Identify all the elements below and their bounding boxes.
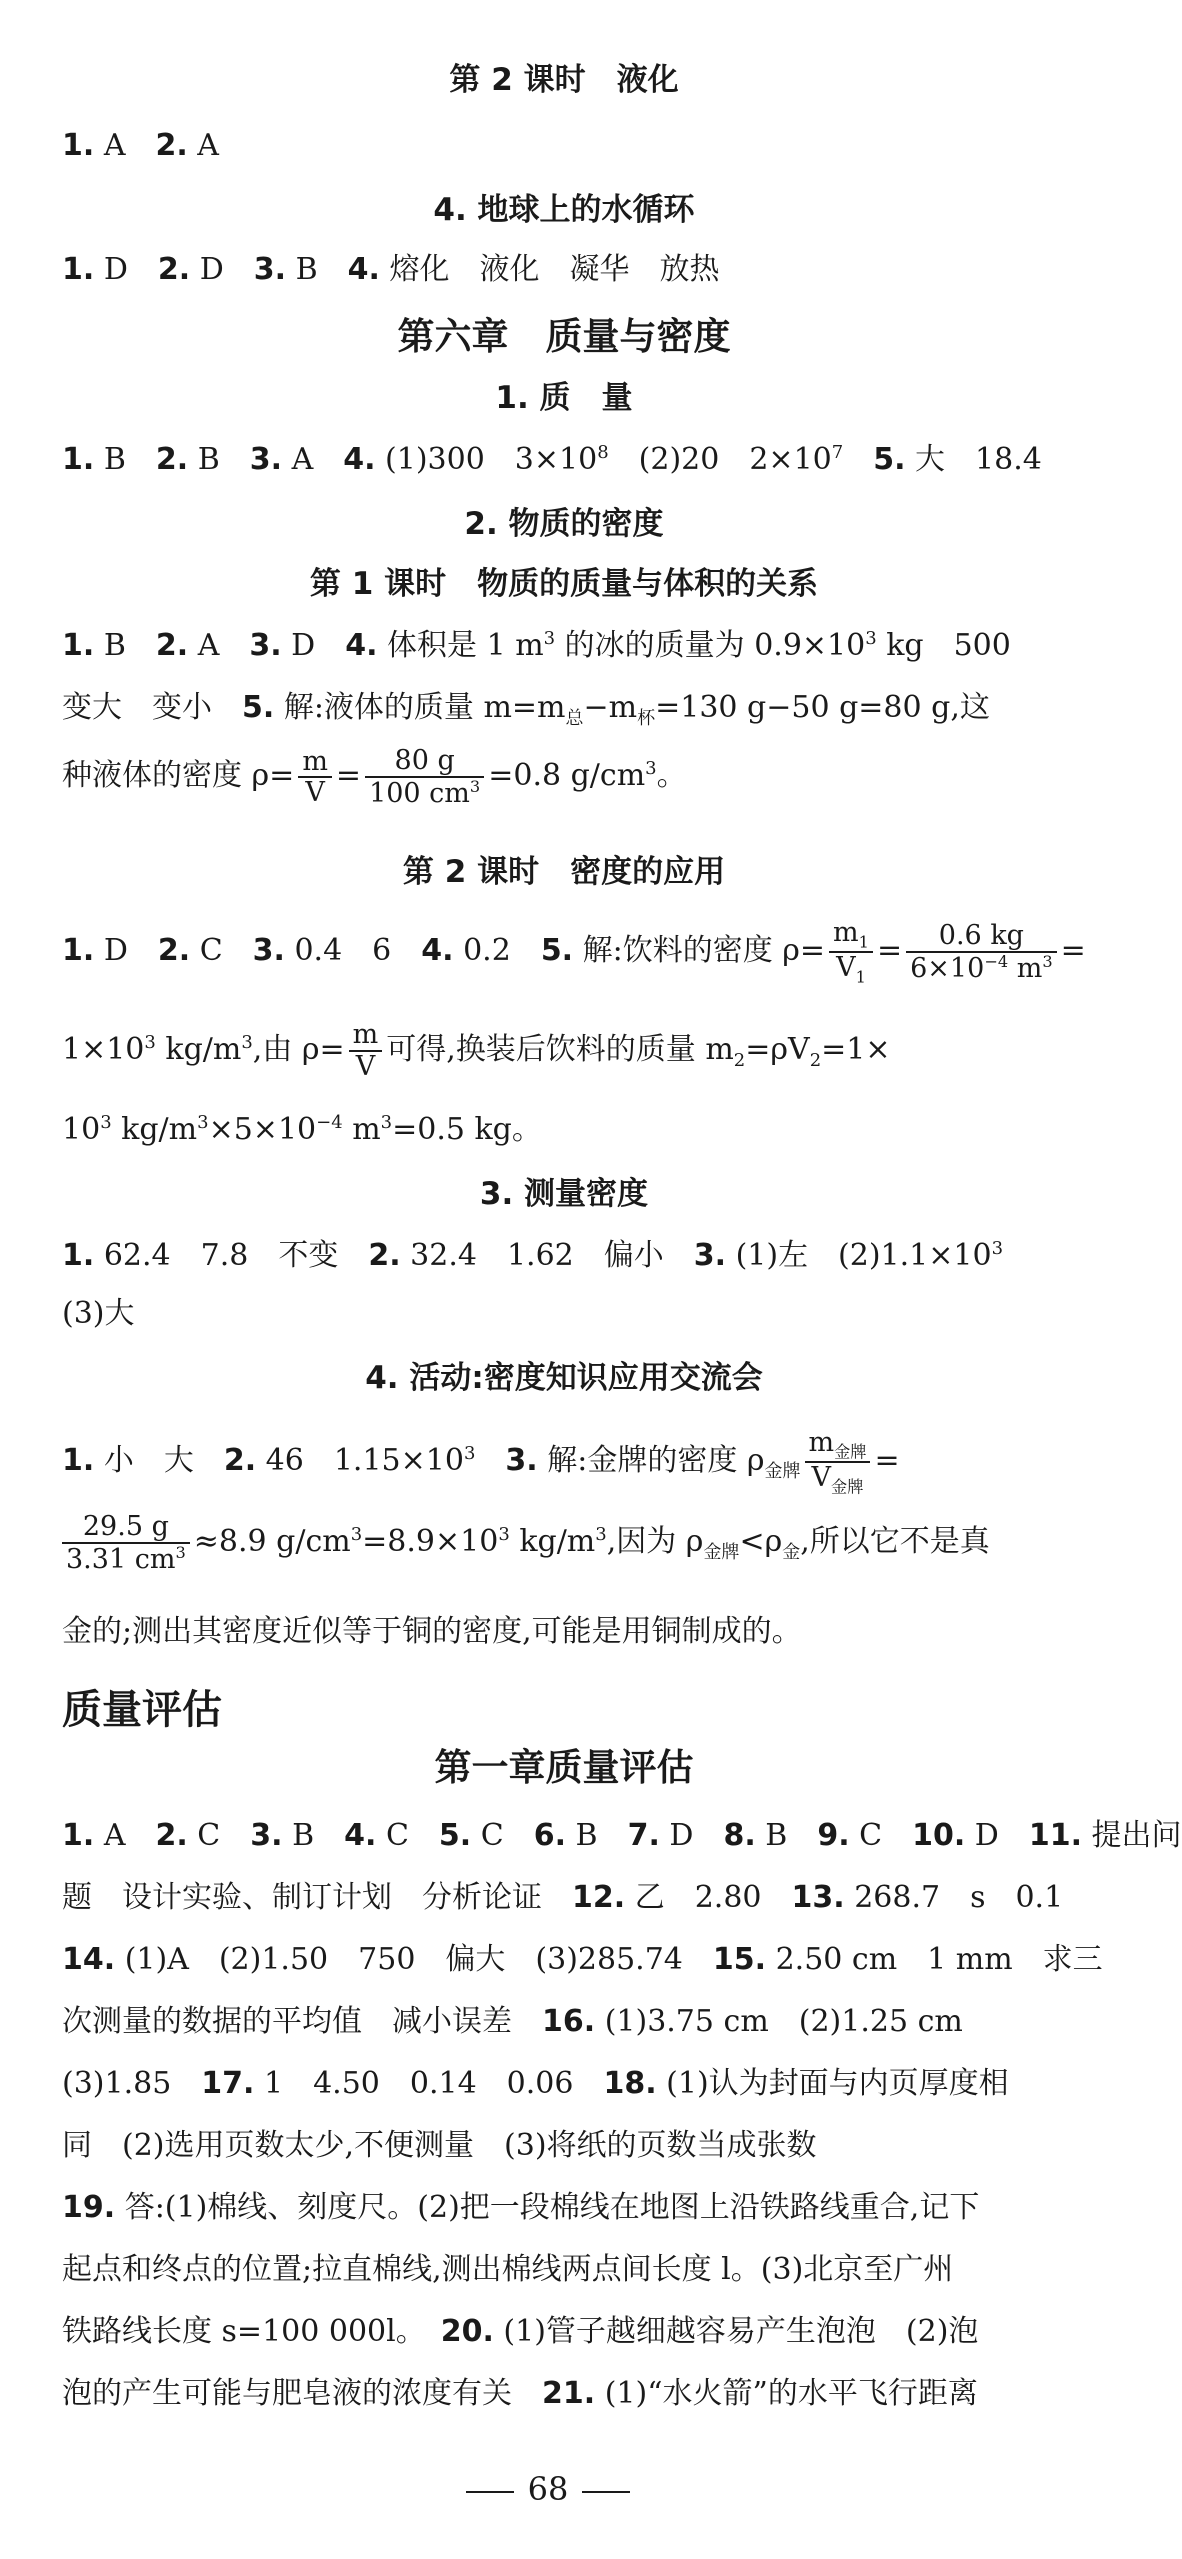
text-run: kg/m <box>155 1031 242 1067</box>
text-run: 100 cm <box>369 777 470 809</box>
text-run: 大 18.4 <box>905 442 1042 477</box>
text-run: 解:金牌的密度 ρ <box>537 1443 765 1479</box>
text-run: C <box>190 933 253 969</box>
question-number: 3. <box>249 628 282 663</box>
superscript: 3 <box>175 1542 186 1562</box>
question-number: 1. <box>62 933 95 969</box>
page-footer <box>0 2470 1096 2508</box>
text-run <box>475 1443 505 1478</box>
subscript: 金牌 <box>703 1542 740 1564</box>
text-run: 的冰的质量为 0.9×10 <box>555 628 866 663</box>
fraction-denominator <box>62 1544 190 1575</box>
text-run: ,因为 ρ <box>606 1524 704 1560</box>
superscript: 3 <box>543 628 556 649</box>
text-run: 268.7 s 0.1 <box>844 1880 1064 1915</box>
formula-text <box>62 758 294 793</box>
text-run: 1 4.50 0.14 0.06 <box>254 2066 604 2101</box>
answer-line <box>62 1818 1182 1854</box>
answer-line <box>62 1296 1066 1332</box>
subscript: 总 <box>565 708 584 729</box>
text-run: 起点和终点的位置;拉直棉线,测出棉线两点间长度 l。(3)北京至广州 <box>62 2252 954 2287</box>
answer-line <box>62 2004 1066 2040</box>
fraction-denominator <box>906 953 1057 984</box>
question-number: 1. <box>62 1443 95 1479</box>
formula-line: 种液体的密度 ρ= $\frac{m}{V}$ = $\frac{80 g}{100 cm^3}$ =0.8 $g/cm^3$。 <box>62 745 687 809</box>
page-number: 68 <box>527 2470 569 2508</box>
heading-measure-density: 3. 测量密度 <box>479 1176 649 1212</box>
fraction-gold-medal <box>805 1428 871 1496</box>
answer-line <box>62 690 1066 730</box>
text-run: B <box>282 1818 345 1853</box>
text-run: B <box>94 628 156 663</box>
question-number: 13. <box>791 1880 845 1915</box>
superscript: 3 <box>991 1238 1004 1259</box>
text-run: C <box>471 1818 534 1853</box>
superscript: 3 <box>144 1031 156 1053</box>
text-run: D <box>190 252 254 287</box>
text-run: m <box>1008 952 1043 984</box>
question-number: 20. <box>440 2314 494 2349</box>
heading-lesson-2-density-use: 第 2 课时 密度的应用 <box>402 854 726 890</box>
text-run: =130 g−50 g=80 g,这 <box>655 690 990 725</box>
fraction-denominator <box>805 1463 871 1496</box>
text-run: 答:(1)棉线、刻度尺。(2)把一段棉线在地图上沿铁路线重合,记下 <box>115 2190 980 2225</box>
answer-line <box>62 2376 1066 2412</box>
text-run: 可得,换装后饮料的质量 m <box>386 1031 734 1067</box>
question-number: 5. <box>540 933 574 969</box>
superscript: 3 <box>241 1031 253 1053</box>
question-number: 2. <box>155 128 188 163</box>
answer-line <box>62 128 1066 164</box>
text-run: 次测量的数据的平均值 减小误差 <box>62 2004 542 2039</box>
formula-line <box>62 1428 1066 1496</box>
text-run: 2.50 cm 1 mm 求三 <box>766 1942 1103 1977</box>
text-run: (2)20 2×10 <box>608 442 832 477</box>
text-run: A <box>187 128 219 163</box>
question-number: 16. <box>542 2004 596 2039</box>
question-number: 3. <box>249 442 283 477</box>
answer-line <box>62 1112 1066 1148</box>
fraction-numerator <box>906 921 1057 953</box>
question-number: 7. <box>627 1818 660 1853</box>
text-run: 乙 2.80 <box>625 1880 792 1915</box>
formula-line <box>62 1512 1066 1574</box>
text-run: D <box>94 252 158 287</box>
question-number: 3. <box>505 1443 538 1479</box>
text-run: =0.5 kg。 <box>392 1112 542 1147</box>
text-run: B <box>565 1818 628 1853</box>
text-run: = <box>874 1443 900 1479</box>
fraction-29-5g-over-volume <box>62 1512 190 1574</box>
text-run: m <box>342 1112 381 1147</box>
text-run: 3.31 cm <box>66 1543 176 1575</box>
superscript: 3 <box>595 1524 607 1546</box>
superscript: 8 <box>597 442 609 463</box>
text-run: 熔化 液化 凝华 放热 <box>379 252 720 287</box>
answer-line <box>62 1942 1103 1978</box>
answer-line <box>62 628 1066 664</box>
formula-text <box>874 1443 899 1478</box>
text-run: 32.4 1.62 偏小 <box>400 1238 694 1273</box>
text-run: m <box>352 1019 379 1050</box>
answer-line <box>62 2190 1066 2226</box>
text-run: A <box>94 128 156 163</box>
answer-line <box>62 2128 1066 2164</box>
text-run: 体积是 1 m <box>377 628 544 663</box>
text-run: ,所以它不是真 <box>800 1524 990 1560</box>
question-number: 2. <box>157 252 191 287</box>
subscript: 1 <box>855 967 866 987</box>
question-number: 2. <box>155 1818 188 1853</box>
text-run: A <box>188 628 250 663</box>
question-number: 2. <box>155 442 189 477</box>
subscript: 2 <box>809 1049 822 1071</box>
subscript: 金 <box>782 1542 801 1564</box>
question-number: 11. <box>1028 1818 1083 1853</box>
text-run: = <box>1060 933 1086 969</box>
superscript: 3 <box>865 628 877 649</box>
text-run: D <box>965 1818 1029 1853</box>
text-run: 金的;测出其密度近似等于铜的密度,可能是用铜制成的。 <box>62 1614 802 1649</box>
fraction-numerator <box>365 746 484 778</box>
formula-text <box>488 758 686 793</box>
answer-line <box>62 1614 1066 1650</box>
question-number: 3. <box>250 1818 283 1853</box>
text-run: V <box>355 1050 376 1082</box>
answer-line <box>62 2314 1066 2350</box>
heading-chapter-1-assessment: 第一章质量评估 <box>434 1746 694 1789</box>
question-number: 3. <box>252 933 285 969</box>
question-number: 2. <box>157 933 191 969</box>
text-run: kg/m <box>111 1112 198 1147</box>
formula-text <box>1061 933 1086 968</box>
text-run: =8.9×10 <box>362 1524 499 1560</box>
subscript: 2 <box>733 1049 746 1071</box>
text-run: −m <box>583 690 638 725</box>
text-run: 62.4 7.8 不变 <box>94 1238 369 1273</box>
question-number: 4. <box>345 628 378 663</box>
superscript: 3 <box>1042 951 1053 971</box>
text-run: 同 (2)选用页数太少,不便测量 (3)将纸的页数当成张数 <box>62 2128 817 2163</box>
heading-lesson-1: 第 1 课时 物质的质量与体积的关系 <box>309 566 819 602</box>
superscript: 3 <box>197 1112 209 1133</box>
superscript: 3 <box>380 1112 393 1133</box>
subscript: 金牌 <box>831 1477 864 1497</box>
question-number: 1. <box>62 252 95 287</box>
superscript: 3 <box>469 776 481 796</box>
question-number: 9. <box>817 1818 850 1853</box>
question-number: 4. <box>421 933 454 969</box>
fraction-numerator <box>298 747 332 779</box>
subscript: 金牌 <box>764 1461 801 1483</box>
text-run: 0.6 kg <box>938 920 1024 952</box>
question-number: 4. <box>344 1818 377 1853</box>
fraction-numerator <box>62 1512 190 1544</box>
question-number: 19. <box>62 2190 116 2225</box>
text-run: D <box>281 628 346 663</box>
subscript: 1 <box>858 932 869 952</box>
answer-line <box>62 2066 1066 2102</box>
text-run: 小 大 <box>94 1443 224 1479</box>
text-run: 变大 变小 <box>62 690 242 725</box>
text-run: V <box>836 952 856 984</box>
text-run: 29.5 g <box>82 1511 169 1542</box>
text-run: (1)管子越细越容易产生泡泡 (2)泡 <box>493 2314 979 2349</box>
text-run: 80 g <box>394 745 455 776</box>
text-run: m <box>833 917 859 948</box>
text-run: 6×10 <box>910 952 985 984</box>
question-number: 6. <box>533 1818 566 1853</box>
text-run: ×5×10 <box>208 1112 317 1147</box>
text-run: 0.4 6 <box>284 933 422 969</box>
formula-text <box>62 1443 801 1483</box>
text-run: m <box>808 1427 835 1458</box>
superscript: −4 <box>984 951 1009 971</box>
superscript: −4 <box>316 1112 343 1133</box>
text-run: kg 500 <box>876 628 1011 663</box>
answer-line <box>62 1880 1066 1916</box>
text-run: V <box>305 777 325 809</box>
question-number: 8. <box>723 1818 756 1853</box>
fraction-06kg-over-volume <box>906 921 1057 983</box>
text-run: (1)300 3×10 <box>375 442 598 477</box>
text-run: (3)1.85 <box>62 2066 202 2101</box>
formula-text <box>386 1031 891 1071</box>
chapter-title: 第六章 质量与密度 <box>397 314 731 358</box>
text-run: B <box>188 442 250 477</box>
text-run: A <box>282 442 344 477</box>
superscript: 3 <box>645 758 657 780</box>
text-run: (3)大 <box>62 1296 135 1331</box>
superscript: 3 <box>498 1524 510 1546</box>
text-run: (1)3.75 cm (2)1.25 cm <box>595 2004 963 2039</box>
text-run: 泡的产生可能与肥皂液的浓度有关 <box>62 2376 542 2411</box>
question-number: 1. <box>62 1238 95 1273</box>
question-number: 15. <box>712 1942 767 1977</box>
text-run: A <box>94 1818 156 1853</box>
question-number: 5. <box>873 442 906 477</box>
text-run: 0.2 <box>453 933 541 969</box>
text-run: 46 1.15×10 <box>256 1443 464 1479</box>
superscript: 7 <box>831 442 844 463</box>
footer-dash <box>466 2491 514 2493</box>
question-number: 1. <box>62 128 95 163</box>
superscript: 3 <box>463 1443 476 1465</box>
question-number: 21. <box>542 2376 596 2411</box>
heading-lesson-2-liquefaction: 第 2 课时 液化 <box>449 62 679 98</box>
text-run: C <box>376 1818 439 1853</box>
text-run: 1×10 <box>62 1031 145 1067</box>
question-number: 10. <box>912 1818 966 1853</box>
heading-water-cycle: 4. 地球上的水循环 <box>433 192 695 228</box>
text-run: D <box>94 933 158 969</box>
fraction-denominator <box>365 778 484 809</box>
fraction-m-over-v-2 <box>349 1020 383 1081</box>
question-number: 1. <box>62 442 95 477</box>
text-run: (1)左 (2)1.1×10 <box>726 1238 992 1273</box>
superscript: 3 <box>350 1524 363 1546</box>
formula-line <box>62 1020 1066 1081</box>
text-run: =ρV <box>745 1031 810 1067</box>
text-run: 铁路线长度 s=100 000l。 <box>62 2314 441 2349</box>
text-run: C <box>849 1818 913 1853</box>
question-number: 4. <box>347 252 380 287</box>
question-number: 2. <box>155 628 189 663</box>
question-number: 4. <box>343 442 376 477</box>
text-run: 解:液体的质量 m=m <box>274 690 566 725</box>
heading-density: 2. 物质的密度 <box>464 506 664 542</box>
text-run: ≈8.9 g/cm <box>193 1524 351 1560</box>
answer-line <box>62 2252 1066 2288</box>
text-run: (1)认为封面与内页厚度相 <box>656 2066 1009 2101</box>
question-number: 3. <box>253 252 287 287</box>
text-run: 10 <box>62 1112 101 1147</box>
answer-line <box>62 442 1066 478</box>
fraction-numerator <box>349 1020 383 1052</box>
question-number: 5. <box>242 690 275 725</box>
question-number: 1. <box>62 628 95 663</box>
text-run: kg/m <box>509 1524 596 1560</box>
fraction-denominator <box>829 953 873 986</box>
formula-text <box>193 1524 990 1564</box>
answer-line <box>62 1238 1066 1274</box>
question-number: 5. <box>438 1818 472 1853</box>
text-run: =1× <box>821 1031 891 1067</box>
question-number: 3. <box>693 1238 727 1273</box>
fraction-numerator <box>805 1428 871 1463</box>
text-run: 提出问 <box>1082 1818 1182 1853</box>
question-number: 2. <box>223 1443 257 1479</box>
text-run: (1)“水火箭”的水平飞行距离 <box>595 2376 978 2411</box>
text-run: V <box>811 1462 832 1494</box>
fraction-denominator <box>298 778 332 808</box>
section-title-quality-assessment: 质量评估 <box>62 1687 222 1733</box>
formula-text <box>62 1032 345 1067</box>
text-run: B <box>94 442 156 477</box>
text-run <box>843 442 873 477</box>
formula-text <box>62 933 825 968</box>
answer-line <box>62 252 1066 288</box>
text-run: <ρ <box>739 1524 783 1560</box>
text-run: 题 设计实验、制订计划 分析论证 <box>62 1880 572 1915</box>
question-number: 2. <box>368 1238 401 1273</box>
text-run: B <box>755 1818 818 1853</box>
subscript: 杯 <box>637 708 656 729</box>
superscript: 3 <box>100 1112 112 1133</box>
fraction-m-over-v <box>298 747 332 808</box>
question-number: 1. <box>62 1818 95 1853</box>
formula-line: 1. D 2. C 3. 0.4 6 4. 0.2 5. 解:饮料的密度 ρ= $\frac{m_1}{V_1}$ = $\frac{0.6 kg}{6\times 10^{-4} m^3}$ = <box>62 917 1086 987</box>
subscript: 金牌 <box>834 1442 867 1462</box>
text-run: (1)A (2)1.50 750 偏大 (3)285.74 <box>115 1942 713 1977</box>
fraction-m1-over-v1 <box>829 918 873 986</box>
text-run: C <box>187 1818 251 1853</box>
footer-dash <box>582 2491 630 2493</box>
text-run: 解:饮料的密度 ρ= <box>573 933 826 969</box>
fraction-numerator <box>829 918 873 953</box>
fraction-denominator <box>349 1052 383 1082</box>
text-run: D <box>659 1818 724 1853</box>
question-number: 17. <box>201 2066 255 2101</box>
text-run: B <box>286 252 348 287</box>
text-run: m <box>302 745 328 777</box>
fraction-80g-over-100cm3 <box>365 746 484 808</box>
text-run: ,由 ρ= <box>252 1031 345 1067</box>
heading-mass: 1. 质 量 <box>495 380 633 416</box>
text-run: 。 <box>656 758 687 794</box>
question-number: 18. <box>603 2066 657 2101</box>
heading-activity: 4. 活动:密度知识应用交流会 <box>365 1360 763 1396</box>
text-run: 种液体的密度 ρ= <box>62 758 295 794</box>
question-number: 14. <box>62 1942 116 1977</box>
text-run: =0.8 g/cm <box>488 758 646 794</box>
question-number: 12. <box>572 1880 626 1915</box>
